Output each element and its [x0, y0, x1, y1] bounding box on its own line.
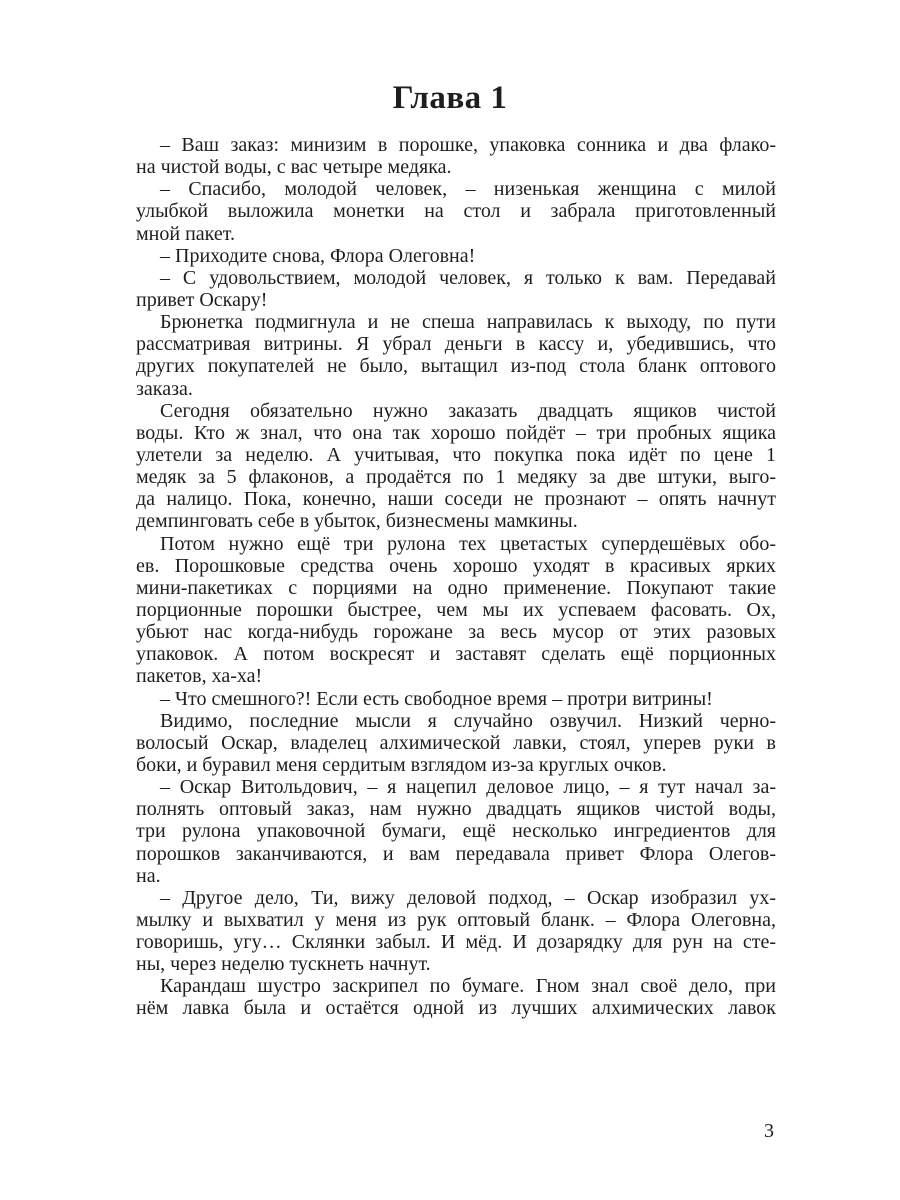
text-line: говоришь, угу… Склянки забыл. И мёд. И дозарядку для рун на сте-	[136, 931, 776, 954]
text-line: – Ваш заказ: минизим в порошке, упаковка сонника и два флако-	[160, 134, 776, 156]
text-line: ны, через неделю тускнеть начнут.	[136, 953, 431, 976]
text-line: привет Оскару!	[136, 288, 268, 311]
text-line: – Другое дело, Ти, вижу деловой подход, – Оскар изобразил ух-	[160, 886, 776, 909]
text-line: улыбкой выложила монетки на стол и забрала приготовленный	[136, 200, 776, 223]
text-line: медяк за 5 флаконов, а продаётся по 1 медяку за две штуки, выго-	[136, 466, 776, 489]
text-line: рассматривая витрины. Я убрал деньги в кассу и, убедившись, что	[136, 333, 776, 356]
text-line: Видимо, последние мысли я случайно озвучил. Низкий черно-	[160, 709, 776, 732]
text-line: порошков заканчиваются, и вам передавала привет Флора Олегов-	[136, 842, 776, 865]
text-line: воды. Кто ж знал, что она так хорошо пойдёт – три пробных ящика	[136, 421, 776, 444]
text-line: Карандаш шустро заскрипел по бумаге. Гном знал своё дело, при	[160, 975, 776, 998]
text-line: волосый Оскар, владелец алхимической лавки, стоял, уперев руки в	[136, 731, 776, 754]
text-line: пакетов, ха-ха!	[136, 665, 263, 688]
text-line: Сегодня обязательно нужно заказать двадцать ящиков чистой	[160, 399, 776, 422]
text-line: мылку и выхватил у меня из рук оптовый бланк. – Флора Олеговна,	[136, 908, 776, 931]
text-line: – Приходите снова, Флора Олеговна!	[160, 244, 476, 267]
text-line: три рулона упаковочной бумаги, ещё несколько ингредиентов для	[136, 820, 776, 843]
text-line: на.	[136, 864, 161, 887]
text-line: – Оскар Витольдович, – я нацепил деловое лицо, – я тут начал за-	[160, 776, 776, 799]
text-line: демпинговать себе в убыток, бизнесмены мамкины.	[136, 510, 578, 533]
text-line: – С удовольствием, молодой человек, я только к вам. Передавай	[160, 266, 776, 289]
text-line: на чистой воды, с вас четыре медяка.	[136, 156, 452, 179]
chapter-title: Глава 1	[392, 80, 508, 116]
text-line: других покупателей не было, вытащил из-под стола бланк оптового	[136, 355, 776, 378]
text-line: улетели за неделю. А учитывая, что покупка пока идёт по цене 1	[136, 443, 776, 466]
text-line: – Спасибо, молодой человек, – низенькая женщина с милой	[160, 178, 776, 201]
text-line: убьют нас когда-нибудь горожане за весь мусор от этих разовых	[136, 621, 776, 644]
text-line: заказа.	[136, 377, 193, 400]
text-line: боки, и буравил меня сердитым взглядом из-за круглых очков.	[136, 753, 667, 776]
text-line: упаковок. А потом воскресят и заставят сделать ещё порционных	[136, 643, 776, 666]
text-line: Брюнетка подмигнула и не спеша направилась к выходу, по пути	[160, 311, 776, 334]
text-line: мини-пакетиках с порциями на одно применение. Покупают такие	[136, 576, 776, 599]
text-line: мной пакет.	[136, 222, 235, 245]
body-text	[136, 134, 776, 1020]
text-line: – Что смешного?! Если есть свободное время – протри витрины!	[160, 687, 713, 710]
text-line: Потом нужно ещё три рулона тех цветастых супердешёвых обо-	[160, 532, 776, 555]
text-line: да налицо. Пока, конечно, наши соседи не прознают – опять начнут	[136, 488, 776, 511]
page-number: 3	[764, 1120, 774, 1142]
text-line: полнять оптовый заказ, нам нужно двадцать ящиков чистой воды,	[136, 798, 776, 821]
text-line: ев. Порошковые средства очень хорошо уходят в красивых ярких	[136, 554, 776, 577]
text-line: нём лавка была и остаётся одной из лучших алхимических лавок	[136, 997, 776, 1020]
text-line: порционные порошки быстрее, чем мы их успеваем фасовать. Ох,	[136, 598, 776, 621]
